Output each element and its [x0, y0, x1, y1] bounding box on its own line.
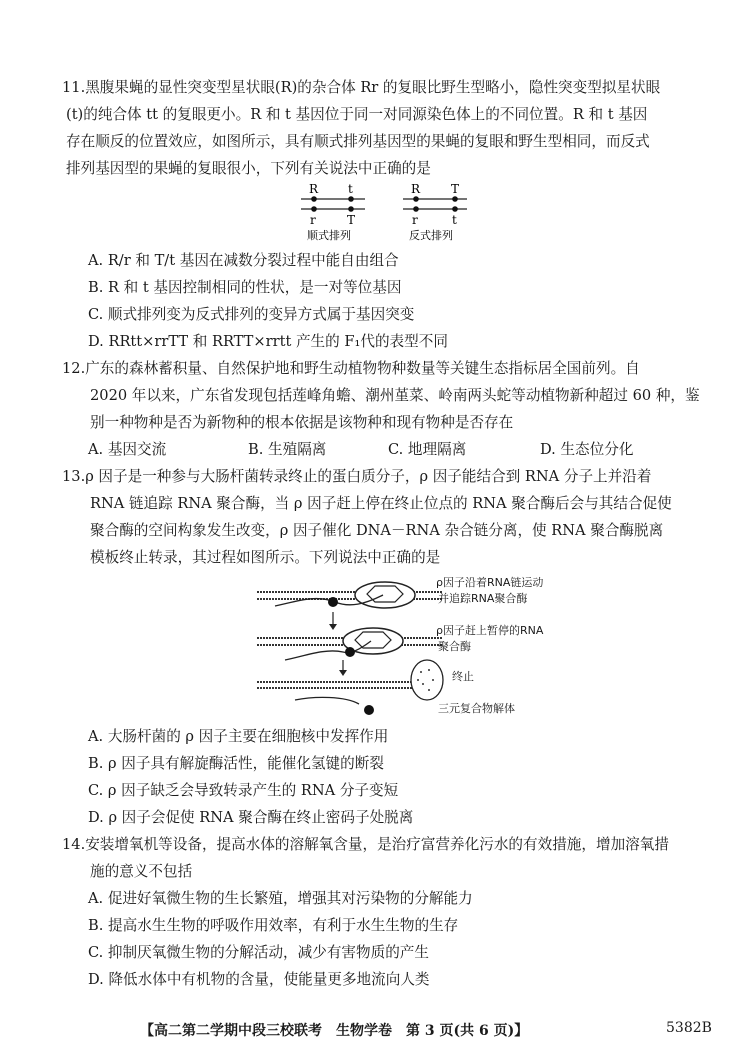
released-rna [295, 697, 359, 704]
q11-option-a[interactable]: A. R/r 和 T/t 基因在减数分裂过程中能自由组合 [88, 252, 399, 269]
q12-option-d[interactable]: D. 生态位分化 [540, 441, 634, 458]
stem-line: 排列基因型的果蝇的复眼很小，下列有关说法中正确的是 [66, 160, 431, 177]
figure-label: 终止 [452, 670, 474, 683]
allele-label: R [411, 182, 421, 196]
allele-label: r [310, 213, 316, 227]
rho-factor [364, 705, 374, 715]
footer-text: 【高二第二学期中段三校联考 生物学卷 第 3 页(共 6 页)】 [140, 1023, 529, 1039]
question-12-stem [62, 355, 732, 436]
stem-line: 11.黑腹果蝇的显性突变型星状眼(R)的杂合体 Rr 的复眼比野生型略小，隐性突变型拟星状眼 [62, 79, 661, 96]
paper-code: 5382B [666, 1020, 712, 1036]
stem-line: 14.安装增氧机等设备，提高水体的溶解氧含量，是治疗富营养化污水的有效措施，增加溶氧措 [62, 836, 669, 853]
allele-label: R [309, 182, 319, 196]
allele-label: T [347, 213, 356, 227]
q11-option-c[interactable]: C. 顺式排列变为反式排列的变异方式属于基因突变 [88, 306, 415, 323]
q11-option-d[interactable]: D. RRtt×rrTT 和 RRTT×rrtt 产生的 F₁代的表型不同 [88, 333, 448, 350]
rho-termination-figure [255, 572, 445, 720]
question-14-stem [62, 831, 732, 885]
q14-option-a[interactable]: A. 促进好氧微生物的生长繁殖，增强其对污染物的分解能力 [88, 890, 473, 907]
locus-dot [348, 196, 354, 202]
figure-label: ρ因子赶上暂停的RNA [436, 624, 544, 637]
q11-option-b[interactable]: B. R 和 t 基因控制相同的性状，是一对等位基因 [88, 279, 402, 296]
q13-option-a[interactable]: A. 大肠杆菌的 ρ 因子主要在细胞核中发挥作用 [88, 728, 389, 745]
figure-label: 并追踪RNA聚合酶 [438, 592, 528, 605]
stem-line: 聚合酶的空间构象发生改变，ρ 因子催化 DNA－RNA 杂合链分离，使 RNA 聚合酶脱离 [90, 522, 664, 539]
stem-line: 13.ρ 因子是一种参与大肠杆菌转录终止的蛋白质分子，ρ 因子能结合到 RNA 分子上并沿着 [62, 468, 652, 485]
trans-arrangement [403, 182, 467, 242]
rho-factor [328, 597, 338, 607]
allele-label: t [348, 182, 353, 196]
q13-option-c[interactable]: C. ρ 因子缺乏会导致转录产生的 RNA 分子变短 [88, 782, 399, 799]
question-13-stem [62, 463, 732, 571]
q13-option-d[interactable]: D. ρ 因子会促使 RNA 聚合酶在终止密码子处脱离 [88, 809, 414, 826]
q14-option-b[interactable]: B. 提高水生生物的呼吸作用效率，有利于水生生物的生存 [88, 917, 459, 934]
locus-dot [452, 196, 458, 202]
figure-label: 聚合酶 [438, 640, 471, 653]
trans-caption: 反式排列 [409, 229, 453, 242]
cis-arrangement [301, 182, 365, 242]
cis-caption: 顺式排列 [307, 229, 351, 242]
q12-option-b[interactable]: B. 生殖隔离 [248, 441, 327, 458]
panel-catching [257, 628, 443, 660]
q12-option-c[interactable]: C. 地理隔离 [388, 441, 467, 458]
question-11-stem [62, 74, 732, 182]
figure-label: ρ因子沿着RNA链运动 [436, 576, 544, 589]
gene-arrangement-figure [295, 182, 475, 244]
stem-line: RNA 链追踪 RNA 聚合酶，当 ρ 因子赶上停在终止位点的 RNA 聚合酶后会与其结合促使 [90, 495, 672, 512]
stem-line: 12.广东的森林蓄积量、自然保护地和野生动植物物种数量等关键生态指标居全国前列。自 [62, 360, 640, 377]
locus-dot [413, 206, 419, 212]
locus-dot [311, 196, 317, 202]
stem-line: 2020 年以来，广东省发现包括莲峰角蟾、潮州堇菜、岭南两头蛇等动植物新种超过 60 种，鉴 [90, 387, 700, 404]
released-polymerase [411, 660, 443, 700]
locus-dot [452, 206, 458, 212]
q12-option-a[interactable]: A. 基因交流 [88, 441, 167, 458]
stem-line: 施的意义不包括 [90, 863, 193, 880]
locus-dot [348, 206, 354, 212]
stem-line: 模板终止转录，其过程如图所示。下列说法中正确的是 [90, 549, 441, 566]
q13-option-b[interactable]: B. ρ 因子具有解旋酶活性，能催化氢键的断裂 [88, 755, 384, 772]
locus-dot [413, 196, 419, 202]
stem-line: (t)的纯合体 tt 的复眼更小。R 和 t 基因位于同一对同源染色体上的不同位置。R 和 t 基因 [66, 106, 648, 123]
allele-label: r [412, 213, 418, 227]
q14-option-d[interactable]: D. 降低水体中有机物的含量，使能量更多地流向人类 [88, 971, 430, 988]
transcription-bubble [355, 632, 391, 648]
stem-line: 存在顺反的位置效应，如图所示，具有顺式排列基因型的果蝇的复眼和野生型相同，而反式 [66, 133, 650, 150]
q14-option-c[interactable]: C. 抑制厌氧微生物的分解活动，减少有害物质的产生 [88, 944, 429, 961]
stem-line: 别一种物种是否为新物种的根本依据是该物种和现有物种是否存在 [90, 414, 514, 431]
allele-label: T [451, 182, 460, 196]
rho-factor [345, 647, 355, 657]
locus-dot [311, 206, 317, 212]
arrow-down-2 [339, 660, 347, 676]
panel-tracking [257, 582, 443, 608]
allele-label: t [452, 213, 457, 227]
panel-termination [257, 660, 443, 715]
figure-label: 三元复合物解体 [438, 702, 515, 715]
arrow-down-1 [329, 612, 337, 630]
